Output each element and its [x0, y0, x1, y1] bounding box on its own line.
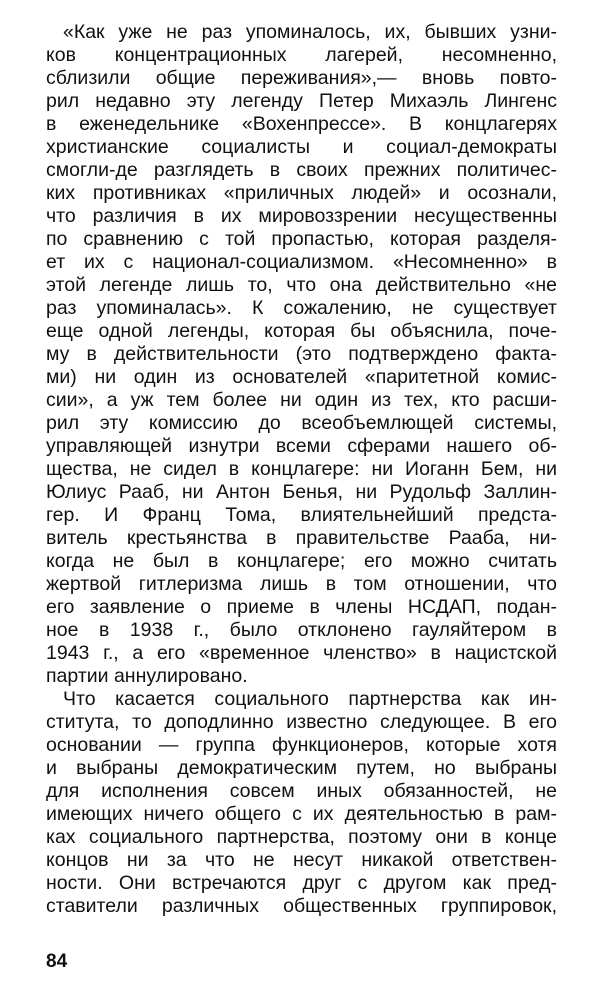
text-line: щества, не сидел в концлагере: ни Иоганн Бем, ни [46, 458, 557, 480]
text-line: еще одной легенды, которая бы объяснила, поче- [46, 320, 557, 342]
text-line: управляющей изнутри всеми сферами нашего об- [46, 435, 557, 457]
text-line: 1943 г., а его «временное членство» в нацистской [46, 642, 557, 664]
paragraph [46, 21, 557, 688]
text-line: что различия в их мировоззрении несущественны [46, 205, 557, 227]
text-line: этой легенде лишь то, что она действительно «не [46, 274, 557, 296]
text-line: сии», а уж тем более ни один из тех, кто расши- [46, 389, 557, 411]
page-number: 84 [46, 951, 68, 972]
text-line: по сравнению с той пропастью, которая разделя- [46, 228, 557, 250]
text-line: «Как уже не раз упоминалось, их, бывших узни- [63, 21, 557, 43]
text-line: гер. И Франц Тома, влиятельнейший предста- [46, 504, 557, 526]
text-line: Юлиус Рааб, ни Антон Бенья, ни Рудольф Заллин- [46, 481, 557, 503]
text-line: партии аннулировано. [46, 665, 248, 687]
paragraph [46, 688, 557, 918]
text-line: концов ни за что не несут никакой ответствен- [46, 849, 557, 871]
text-line: му в действительности (это подтверждено факта- [46, 343, 557, 365]
text-line: ное в 1938 г., было отклонено гауляйтером в [46, 619, 557, 641]
text-line: раз упоминалась». К сожалению, не существует [46, 297, 557, 319]
text-line: ках социального партнерства, поэтому они в конце [46, 826, 557, 848]
text-line: и выбраны демократическим путем, но выбраны [46, 757, 557, 779]
text-line: ститута, то доподлинно известно следующее. В его [46, 711, 557, 733]
text-line: ет их с национал-социализмом. «Несомненно» в [46, 251, 557, 273]
page-body [46, 21, 557, 918]
text-line: смогли-де разглядеть в своих прежних политичес- [46, 159, 557, 181]
text-line: жертвой гитлеризма лишь в том отношении, что [46, 573, 557, 595]
text-line: ности. Они встречаются друг с другом как пред- [46, 872, 557, 894]
text-line: сблизили общие переживания»,— вновь повто- [46, 67, 557, 89]
text-line: когда не был в концлагере; его можно считать [46, 550, 557, 572]
text-line: рил эту комиссию до всеобъемлющей системы, [46, 412, 557, 434]
text-line: для исполнения совсем иных обязанностей, не [46, 780, 557, 802]
text-line: имеющих ничего общего с их деятельностью в рам- [46, 803, 557, 825]
text-line: его заявление о приеме в члены НСДАП, подан- [46, 596, 557, 618]
text-line: ми) ни один из основателей «паритетной комис- [46, 366, 557, 388]
text-line: в еженедельнике «Вохенпрессе». В концлагерях [46, 113, 557, 135]
text-line: Что касается социального партнерства как ин- [63, 688, 557, 710]
text-line: основании — группа функционеров, которые хотя [46, 734, 557, 756]
text-line: рил недавно эту легенду Петер Михаэль Лингенс [46, 90, 557, 112]
text-line: ставители различных общественных группировок, [46, 895, 557, 917]
text-line: христианские социалисты и социал-демократы [46, 136, 557, 158]
text-line: ков концентрационных лагерей, несомненно, [46, 44, 557, 66]
text-line: ких противниках «приличных людей» и осознали, [46, 182, 557, 204]
text-line: витель крестьянства в правительстве Рааба, ни- [46, 527, 557, 549]
